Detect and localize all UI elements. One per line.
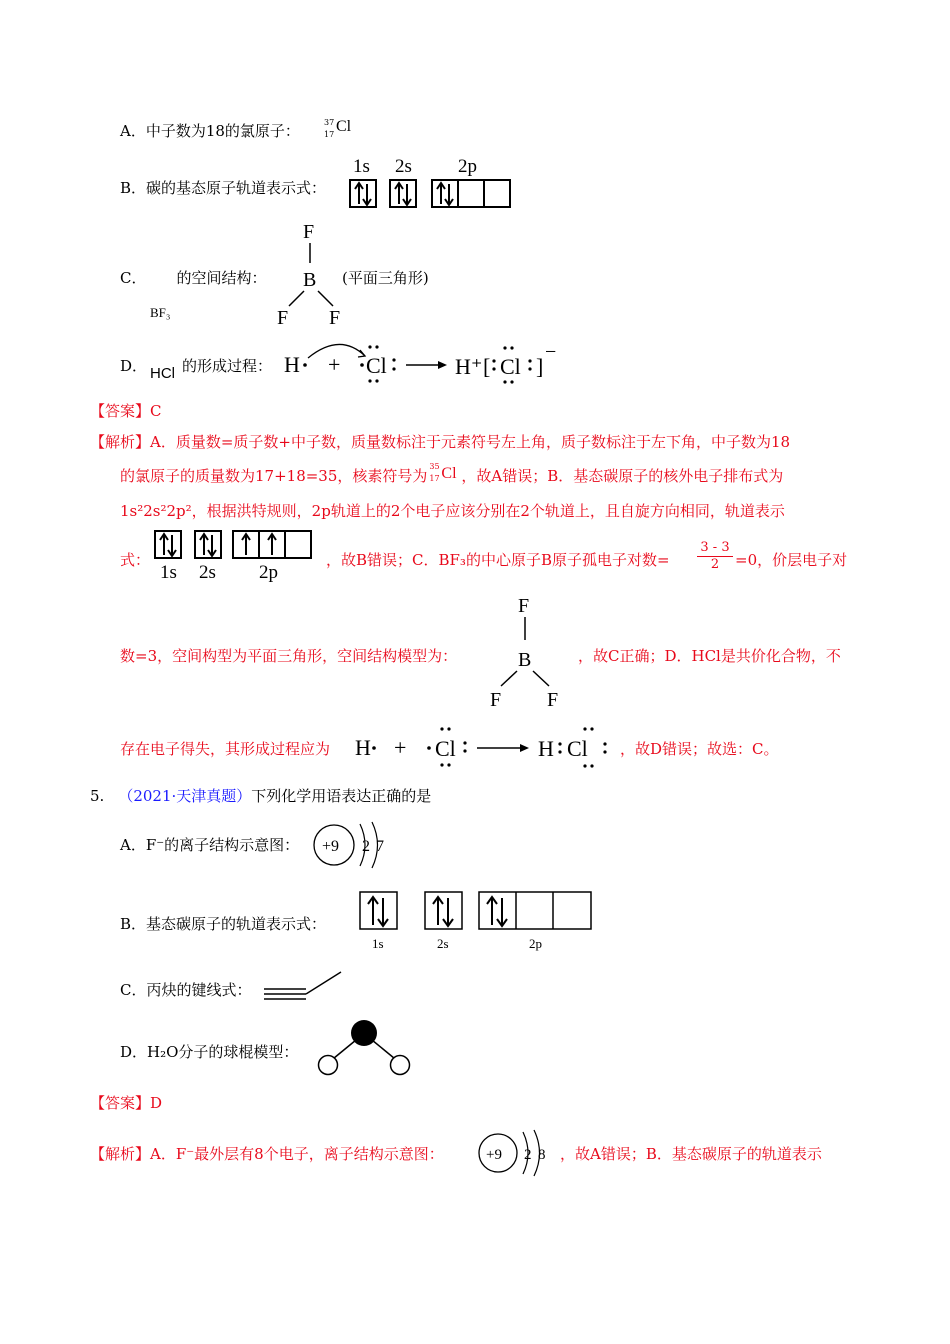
oxygen-atom	[351, 1020, 377, 1046]
orbital-label-1s: 1s	[353, 156, 370, 177]
orbital-box-group	[432, 180, 510, 207]
q4-option-a-label: A．中子数为18的氯原子：	[120, 122, 300, 140]
q4-option-c-formula: BF₃	[150, 305, 171, 320]
q4-analysis-line5b: ，故C正确；D．HCl是共价化合物，不	[578, 647, 841, 665]
hydrogen-atom	[391, 1056, 410, 1075]
q5-analysis-line1a: 【解析】A．F⁻最外层有8个电子，离子结构示意图：	[90, 1145, 444, 1163]
atom-b: B	[303, 269, 317, 291]
orbital-label-2s: 2s	[437, 936, 449, 951]
shell-electrons-1: 2	[362, 838, 370, 855]
f-ion-structure-analysis	[476, 1128, 556, 1178]
svg-text:+9: +9	[486, 1147, 502, 1163]
orbital-box	[350, 180, 376, 207]
nucleus-charge: +9	[322, 838, 340, 855]
svg-text:H: H	[355, 735, 371, 760]
q5-analysis-line1b: ，故A错误；B．基态碳原子的轨道表示	[560, 1145, 822, 1163]
orbital-label-2p: 2p	[529, 936, 542, 951]
q4-option-a	[120, 121, 300, 141]
svg-text:F: F	[547, 689, 559, 711]
analysis-tag: 【解析】	[90, 433, 151, 451]
svg-text:+: +	[394, 735, 407, 760]
q4-option-d-label2: 的形成过程：	[182, 357, 273, 375]
q4-answer	[90, 401, 162, 421]
bf3-structure-analysis	[485, 592, 575, 714]
q4-option-c-label: C．	[120, 269, 147, 287]
orbital-label-2p: 2p	[458, 156, 477, 177]
shell-electrons-2: 7	[376, 838, 384, 855]
q4-option-c	[120, 268, 267, 288]
q4-option-d	[120, 356, 147, 376]
atom-h: H	[284, 352, 300, 377]
propyne-bond-line	[262, 968, 344, 1004]
question-number: 5.	[90, 787, 105, 805]
q4-analysis-line6b: ，故D错误；故选：C。	[620, 740, 779, 758]
analysis-tag: 【解析】	[90, 1145, 151, 1163]
svg-text:Cl: Cl	[435, 736, 456, 761]
svg-text:8: 8	[538, 1147, 546, 1163]
q4-analysis-line6a: 存在电子得失，其形成过程应为	[120, 740, 331, 758]
hcl-ionic-formation	[280, 336, 570, 386]
q4-option-b-label: B．碳的基态原子轨道表示式：	[120, 179, 327, 197]
svg-text:1s: 1s	[160, 562, 177, 583]
question-text: 下列化学用语表达正确的是	[251, 787, 432, 805]
svg-text:Cl: Cl	[567, 736, 588, 761]
q4-analysis-line2: 的氯原子的质量数为17+18=35，核素符号为 35 17 Cl ，故A错误；B．基态碳原子的核外电子排布式为	[120, 462, 784, 485]
electron-configuration: 1s²2s²2p²	[120, 502, 192, 520]
plus-sign: +	[328, 352, 341, 377]
hydrogen-ion: H⁺	[455, 354, 483, 379]
q4-analysis-line4a: 式：	[120, 551, 151, 569]
bf3-structure	[272, 218, 352, 330]
q4-option-d-label: D．	[120, 357, 148, 375]
chloride-ion: Cl	[500, 354, 521, 379]
element-symbol: Cl	[336, 118, 352, 135]
q5-stem	[90, 786, 431, 806]
answer-tag: 【答案】	[90, 1094, 151, 1112]
q4-analysis-line4b: ，故B错误；C．BF₃的中心原子B原子孤电子对数=	[326, 551, 670, 569]
fraction-numerator: 3 - 3	[700, 540, 730, 555]
q4-analysis-orbital-diagram	[152, 528, 317, 584]
q5-orbital-diagram	[356, 888, 596, 954]
bracket-left: [	[483, 354, 491, 379]
q4-analysis-line5a: 数=3，空间构型为平面三角形，空间结构模型为：	[120, 647, 458, 665]
nuclide-35cl: 35 17 Cl	[429, 462, 457, 483]
answer-value: C	[150, 402, 162, 420]
svg-text:F: F	[518, 595, 530, 617]
fraction-denominator: 2	[697, 556, 733, 573]
q4-option-c-label2: 的空间结构：	[176, 269, 267, 287]
q5-option-c-label: C．丙炔的键线式：	[120, 981, 252, 999]
water-ball-stick-model	[314, 1016, 414, 1076]
q4-option-b	[120, 178, 326, 198]
orbital-label-1s: 1s	[372, 936, 384, 951]
atomic-number: 17	[324, 130, 335, 139]
q4-option-c-note: (平面三角形)	[342, 269, 429, 287]
svg-text:2: 2	[524, 1147, 532, 1163]
atom-f: F	[329, 307, 341, 329]
q4-analysis-line3: 1s²2s²2p²，根据洪特规则，2p轨道上的2个电子应该分别在2个轨道上，且自旋方向相同，轨道表示	[120, 502, 785, 520]
hydrogen-atom	[319, 1056, 338, 1075]
hcl-covalent-formation	[352, 722, 627, 772]
bracket-right: ]	[536, 354, 544, 379]
svg-text:F: F	[490, 689, 502, 711]
q5-option-b-label: B．基态碳原子的轨道表示式：	[120, 915, 327, 933]
svg-text:B: B	[518, 649, 532, 671]
q5-option-d-label: D．H₂O分子的球棍模型：	[120, 1043, 299, 1061]
svg-text:H: H	[538, 736, 554, 761]
mass-number: 37	[324, 118, 335, 127]
svg-text:2p: 2p	[259, 562, 278, 583]
atom-f: F	[303, 221, 315, 243]
question-source: （2021·天津真题）	[118, 787, 252, 805]
q5-option-a-label: A．F⁻的离子结构示意图：	[120, 836, 300, 854]
charge-minus: −	[545, 341, 557, 363]
f-ion-structure-diagram	[310, 820, 395, 870]
svg-text:2s: 2s	[199, 562, 216, 583]
fraction	[697, 540, 733, 573]
q4-option-d-formula: HCl	[150, 365, 175, 382]
q5-answer	[90, 1093, 162, 1113]
electron-arrows	[355, 183, 453, 205]
orbital-box	[390, 180, 416, 207]
q4-orbital-diagram	[346, 152, 516, 212]
orbital-label-2s: 2s	[395, 156, 412, 177]
answer-value: D	[150, 1094, 163, 1112]
q4-option-a-nuclide	[324, 116, 364, 142]
q4-analysis-line4c: =0，价层电子对	[735, 551, 848, 569]
answer-tag: 【答案】	[90, 402, 151, 420]
atom-f: F	[277, 307, 289, 329]
q4-analysis-line1: 【解析】A．质量数=质子数+中子数，质量数标注于元素符号左上角，质子数标注于左下角，中子数为18	[90, 433, 791, 451]
atom-cl: Cl	[366, 353, 387, 378]
